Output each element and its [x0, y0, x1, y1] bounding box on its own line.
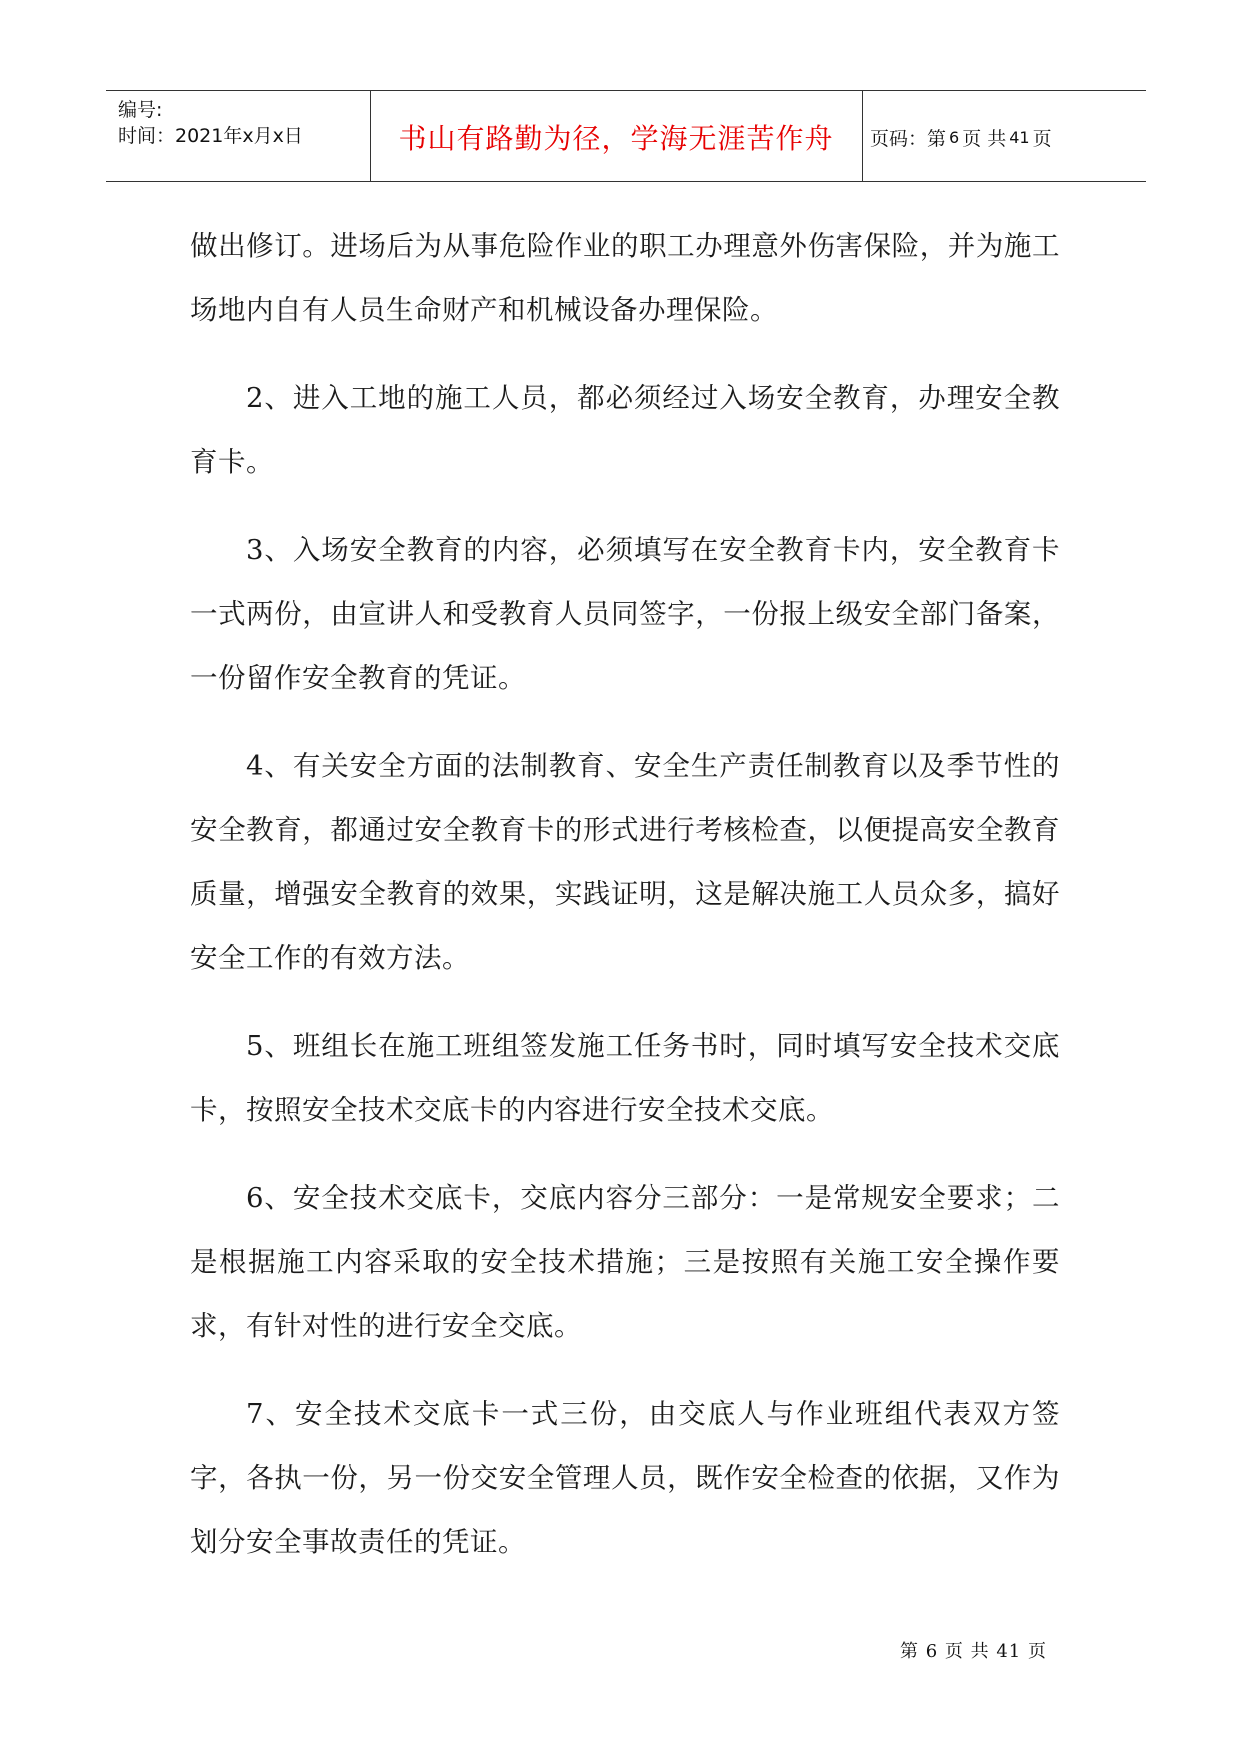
header-meta — [118, 97, 303, 149]
page-footer: 第 6 页 共 41 页 — [900, 1641, 1047, 1662]
paragraph-item-5: 5、班组长在施工班组签发施工任务书时，同时填写安全技术交底卡，按照安全技术交底卡的内容进行安全技术交底。 — [190, 1030, 1060, 1126]
document-body — [190, 214, 1060, 1598]
paragraph-item-4: 4、有关安全方面的法制教育、安全生产责任制教育以及季节性的安全教育，都通过安全教育卡的形式进行考核检查，以便提高安全教育质量，增强安全教育的效果，实践证明，这是解决施工人员众多，搞好安全工作的有效方法。 — [190, 750, 1060, 974]
time-label: 时间：2021年x月x日 — [118, 125, 303, 147]
paragraph-item-2: 2、进入工地的施工人员，都必须经过入场安全教育，办理安全教育卡。 — [190, 382, 1060, 478]
paragraph-continuation: 做出修订。进场后为从事危险作业的职工办理意外伤害保险，并为施工场地内自有人员生命财产和机械设备办理保险。 — [190, 230, 1060, 326]
page-total: 41 — [1009, 127, 1030, 147]
page-suffix: 页 — [1032, 127, 1052, 150]
header-motto: 书山有路勤为径，学海无涯苦作舟 — [398, 122, 834, 155]
paragraph-item-6: 6、安全技术交底卡，交底内容分三部分：一是常规安全要求；二是根据施工内容采取的安全技术措施；三是按照有关施工安全操作要求，有针对性的进行安全交底。 — [190, 1182, 1060, 1342]
serial-number-label: 编号: — [118, 99, 163, 121]
header-divider-right — [862, 91, 863, 181]
page-middle: 页 共 — [962, 127, 1007, 150]
document-header — [106, 90, 1146, 182]
paragraph-item-7: 7、安全技术交底卡一式三份，由交底人与作业班组代表双方签字，各执一份，另一份交安全管理人员，既作安全检查的依据，又作为划分安全事故责任的凭证。 — [190, 1398, 1060, 1558]
page-current: 6 — [949, 127, 960, 147]
header-page-number — [870, 91, 1052, 183]
paragraph-item-3: 3、入场安全教育的内容，必须填写在安全教育卡内，安全教育卡一式两份，由宣讲人和受教育人员同签字，一份报上级安全部门备案，一份留作安全教育的凭证。 — [190, 534, 1060, 694]
page-prefix: 页码：第 — [870, 127, 947, 150]
